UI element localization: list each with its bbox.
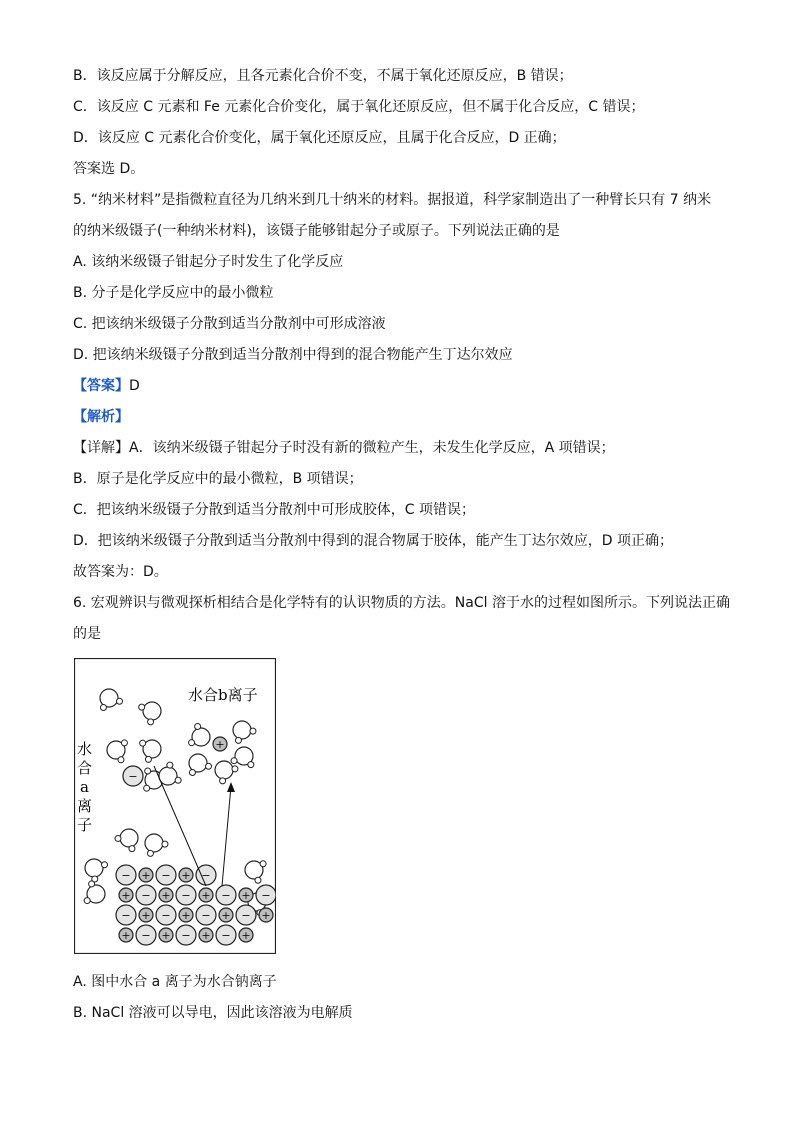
cation <box>159 928 173 942</box>
minus-sign: − <box>141 889 151 902</box>
label-hydrated-b-ion: 水合b离子 <box>188 686 258 704</box>
anion <box>236 905 256 925</box>
label-hydrated-a-char: 子 <box>77 816 93 834</box>
cation <box>119 888 133 902</box>
question-5-stem: 5. “纳米材料”是指微粒直径为几纳米到几十纳米的材料。据报道，科学家制造出了一种臂长只有 7 纳米 <box>73 192 712 208</box>
minus-sign: − <box>181 929 191 942</box>
anion <box>136 885 156 905</box>
anion <box>256 885 276 905</box>
analysis-line <box>73 407 129 427</box>
minus-sign: − <box>161 909 171 922</box>
detail-line <box>73 438 615 458</box>
minus-sign: − <box>221 929 231 942</box>
anion <box>216 885 236 905</box>
question-5-option-a: A. 该纳米级镊子钳起分子时发生了化学反应 <box>73 254 344 270</box>
minus-sign: − <box>201 909 211 922</box>
text-line: C．把该纳米级镊子分散到适当分散剂中可形成胶体，C 项错误； <box>73 502 475 518</box>
answer-tag: 【答案】 <box>73 378 129 394</box>
question-5-stem: 的纳米级镊子(一种纳米材料)，该镊子能够钳起分子或原子。下列说法正确的是 <box>73 223 560 239</box>
cation <box>213 737 227 751</box>
answer-line <box>73 376 140 396</box>
plus-sign: + <box>221 909 231 922</box>
minus-sign: − <box>241 909 251 922</box>
plus-sign: + <box>201 889 211 902</box>
anion <box>156 905 176 925</box>
text-line: D．把该纳米级镊子分散到适当分散剂中得到的混合物属于胶体，能产生丁达尔效应，D 项正确； <box>73 533 674 549</box>
plus-sign: + <box>241 889 251 902</box>
anion <box>156 865 176 885</box>
question-6-stem: 的是 <box>73 626 101 642</box>
text-line: B．原子是化学反应中的最小微粒，B 项错误； <box>73 471 363 487</box>
anion <box>116 865 136 885</box>
cation <box>259 908 273 922</box>
label-hydrated-a-char: 水 <box>77 740 93 758</box>
text-line: 故答案为：D。 <box>73 564 168 580</box>
plus-sign: + <box>121 929 131 942</box>
plus-sign: + <box>241 929 251 942</box>
cation <box>119 928 133 942</box>
cation <box>199 928 213 942</box>
cation <box>219 908 233 922</box>
anion <box>196 905 216 925</box>
plus-sign: + <box>215 738 225 751</box>
nacl-dissolution-diagram <box>74 658 276 954</box>
anion <box>176 925 196 945</box>
minus-sign: − <box>161 869 171 882</box>
plus-sign: + <box>161 889 171 902</box>
cation <box>139 868 153 882</box>
plus-sign: + <box>161 929 171 942</box>
minus-sign: − <box>121 869 131 882</box>
anion <box>136 925 156 945</box>
answer-value: D <box>129 378 140 394</box>
label-hydrated-a-char: a <box>80 778 89 796</box>
question-6-stem: 6. 宏观辨识与微观探析相结合是化学特有的认识物质的方法。NaCl 溶于水的过程如图所示。下列说法正确 <box>73 595 730 611</box>
minus-sign: − <box>201 869 211 882</box>
minus-sign: − <box>121 909 131 922</box>
anion <box>196 865 216 885</box>
plus-sign: + <box>141 869 151 882</box>
analysis-tag: 【解析】 <box>73 409 129 425</box>
plus-sign: + <box>121 889 131 902</box>
plus-sign: + <box>141 909 151 922</box>
detail-tag: 【详解】 <box>73 440 129 456</box>
minus-sign: − <box>141 929 151 942</box>
text-line: D．该反应 C 元素化合价变化，属于氧化还原反应，且属于化合反应，D 正确； <box>73 130 566 146</box>
plus-sign: + <box>201 929 211 942</box>
anion <box>216 925 236 945</box>
text-line: B．该反应属于分解反应，且各元素化合价不变，不属于氧化还原反应，B 错误； <box>73 68 573 84</box>
anion <box>123 766 143 786</box>
cation <box>159 888 173 902</box>
label-hydrated-a-char: 离 <box>77 797 93 815</box>
minus-sign: − <box>261 889 271 902</box>
cation <box>139 908 153 922</box>
label-hydrated-a-char: 合 <box>77 759 93 777</box>
cation <box>239 928 253 942</box>
question-6-option-b: B. NaCl 溶液可以导电，因此该溶液为电解质 <box>73 1005 353 1021</box>
detail-text: A．该纳米级镊子钳起分子时没有新的微粒产生，未发生化学反应，A 项错误； <box>129 440 615 456</box>
anion <box>116 905 136 925</box>
question-5-option-d: D. 把该纳米级镊子分散到适当分散剂中得到的混合物能产生丁达尔效应 <box>73 347 513 363</box>
plus-sign: + <box>181 869 191 882</box>
minus-sign: − <box>181 889 191 902</box>
cation <box>199 888 213 902</box>
cation <box>179 868 193 882</box>
minus-sign: − <box>221 889 231 902</box>
anion <box>176 885 196 905</box>
cation <box>179 908 193 922</box>
text-line: C．该反应 C 元素和 Fe 元素化合价变化，属于氧化还原反应，但不属于化合反应，C 错误； <box>73 99 645 115</box>
plus-sign: + <box>181 909 191 922</box>
question-6-option-a: A. 图中水合 a 离子为水合钠离子 <box>73 974 277 990</box>
minus-sign: − <box>128 770 138 783</box>
question-5-option-b: B. 分子是化学反应中的最小微粒 <box>73 285 274 301</box>
cation <box>239 888 253 902</box>
question-5-option-c: C. 把该纳米级镊子分散到适当分散剂中可形成溶液 <box>73 316 386 332</box>
text-line: 答案选 D。 <box>73 161 145 177</box>
plus-sign: + <box>261 909 271 922</box>
